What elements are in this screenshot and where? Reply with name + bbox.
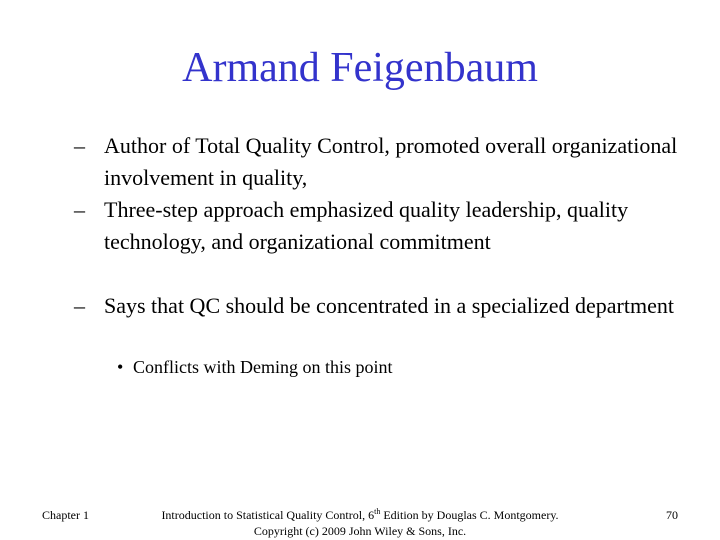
bullet-text: Says that QC should be concentrated in a specialized department [104,293,674,318]
dash-bullet-marker: – [74,133,85,158]
bullet-item-author [74,130,694,194]
bullet-item-three-step [74,194,694,258]
footer-book-author: Edition by Douglas C. Montgomery. [380,508,559,522]
footer-book-title: Introduction to Statistical Quality Control, 6 [161,508,375,522]
sub-bullet-item-deming [117,354,677,380]
footer-book-credit [140,507,580,539]
footer-chapter: Chapter 1 [42,508,89,522]
footer-copyright: Copyright (c) 2009 John Wiley & Sons, Inc. [253,524,467,538]
bullet-text: Three-step approach emphasized quality leadership, quality technology, and organizational commitment [104,197,629,254]
footer-edition-suffix: th [374,507,381,516]
footer-book-line-1 [140,507,580,523]
bullet-text: Author of Total Quality Control, promoted overall organizational involvement in quality, [104,133,678,190]
sub-bullet-text: Conflicts with Deming on this point [133,357,393,377]
footer-page-number: 70 [666,508,678,522]
slide-title: Armand Feigenbaum [182,45,538,91]
dot-bullet-marker: • [117,357,124,377]
bullet-item-qc-department [74,290,694,322]
dash-bullet-marker: – [74,197,85,222]
dash-bullet-marker: – [74,293,85,318]
